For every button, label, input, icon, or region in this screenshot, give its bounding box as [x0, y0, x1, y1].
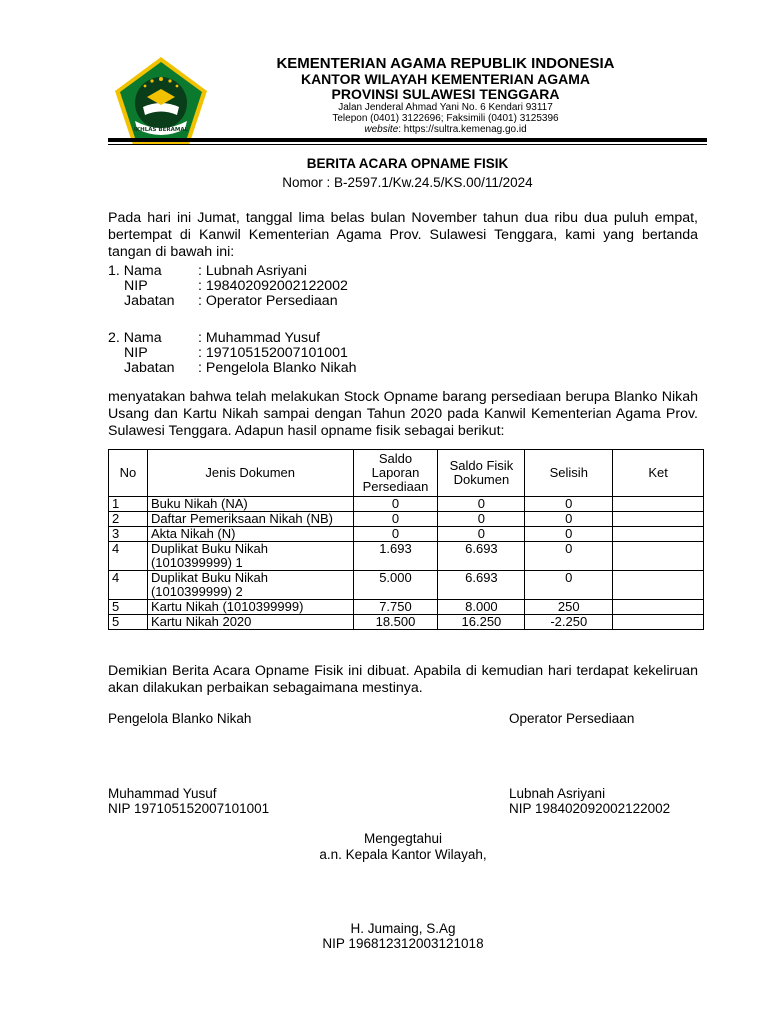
cell-no: 5 [109, 600, 148, 615]
table-row [109, 615, 704, 630]
person-1-jabatan-label: Jabatan [124, 293, 175, 309]
province-name: PROVINSI SULAWESI TENGGARA [331, 86, 560, 102]
kemenag-emblem-icon [113, 55, 209, 150]
cell-jenis: Daftar Pemeriksaan Nikah (NB) [147, 512, 353, 527]
kemenag-logo [113, 55, 209, 150]
cell-laporan: 5.000 [353, 571, 438, 600]
cell-fisik: 6.693 [438, 571, 525, 600]
header-ket: Ket [613, 450, 704, 497]
person-2-name-label: 2. Nama [108, 330, 162, 346]
header-jenis-dokumen: Jenis Dokumen [147, 450, 353, 497]
person-2-name: : Muhammad Yusuf [198, 330, 320, 346]
opening-paragraph: Pada hari ini Jumat, tanggal lima belas bulan November tahun dua ribu dua puluh empat, bertempat di Kanwil Kementerian Agama Prov. Sulawesi Tenggara, kami yang bertanda tangan di bawah ini: [108, 210, 698, 260]
cell-no: 1 [109, 497, 148, 512]
cell-jenis: Duplikat Buku Nikah (1010399999) 1 [147, 542, 353, 571]
cell-ket [613, 497, 704, 512]
acknowledge-role: a.n. Kepala Kantor Wilayah, [319, 847, 487, 862]
header-saldo-fisik: Saldo Fisik Dokumen [438, 450, 525, 497]
website-link[interactable]: : https://sultra.kemenag.go.id [398, 124, 527, 135]
cell-selisih: -2.250 [525, 615, 613, 630]
ministry-name: KEMENTERIAN AGAMA REPUBLIK INDONESIA [276, 55, 615, 72]
cell-selisih: 250 [525, 600, 613, 615]
website-label: website [364, 124, 399, 135]
cell-no: 2 [109, 512, 148, 527]
person-2-nip-label: NIP [124, 345, 148, 361]
table-row [109, 527, 704, 542]
cell-fisik: 6.693 [438, 542, 525, 571]
table-row [109, 542, 704, 571]
right-signer-role: Operator Persediaan [509, 711, 635, 726]
cell-ket [613, 600, 704, 615]
table-row [109, 571, 704, 600]
cell-fisik: 16.250 [438, 615, 525, 630]
logo-motto: IKHLAS BERAMAL [133, 127, 189, 133]
table-header-row [109, 450, 704, 497]
cell-jenis: Kartu Nikah 2020 [147, 615, 353, 630]
letterhead-rule-thick [108, 138, 707, 142]
acknowledge-label: Mengegtahui [363, 831, 443, 846]
person-1-name: : Lubnah Asriyani [198, 263, 307, 279]
cell-laporan: 0 [353, 497, 438, 512]
right-signer-name: Lubnah Asriyani [509, 786, 606, 801]
left-signer-nip: NIP 197105152007101001 [108, 801, 270, 816]
cell-laporan: 0 [353, 527, 438, 542]
cell-selisih: 0 [525, 497, 613, 512]
cell-laporan: 0 [353, 512, 438, 527]
person-1-name-label: 1. Nama [108, 263, 162, 279]
statement-paragraph: menyatakan bahwa telah melakukan Stock Opname barang persediaan berupa Blanko Nikah Usang dan Kartu Nikah sampai dengan Tahun 2020 pada Kanwil Kementerian Agama Prov. Sulawesi Tenggara. Adapun hasil opname fisik sebagai berikut: [108, 389, 698, 439]
cell-ket [613, 527, 704, 542]
person-2-jabatan: : Pengelola Blanko Nikah [198, 360, 357, 376]
cell-fisik: 8.000 [438, 600, 525, 615]
cell-jenis: Buku Nikah (NA) [147, 497, 353, 512]
cell-no: 3 [109, 527, 148, 542]
left-signer-name: Muhammad Yusuf [108, 786, 217, 801]
left-signer-role: Pengelola Blanko Nikah [108, 711, 252, 726]
cell-ket [613, 571, 704, 600]
cell-ket [613, 615, 704, 630]
opname-table [108, 449, 704, 630]
header-selisih: Selisih [525, 450, 613, 497]
cell-laporan: 1.693 [353, 542, 438, 571]
document-title: BERITA ACARA OPNAME FISIK [306, 156, 509, 171]
acknowledge-name: H. Jumaing, S.Ag [350, 921, 456, 936]
acknowledge-nip: NIP 196812312003121018 [322, 936, 484, 951]
person-2-jabatan-label: Jabatan [124, 360, 175, 376]
cell-fisik: 0 [438, 497, 525, 512]
cell-laporan: 18.500 [353, 615, 438, 630]
cell-fisik: 0 [438, 527, 525, 542]
document-number: Nomor : B-2597.1/Kw.24.5/KS.00/11/2024 [282, 175, 533, 190]
cell-ket [613, 512, 704, 527]
cell-laporan: 7.750 [353, 600, 438, 615]
cell-selisih: 0 [525, 512, 613, 527]
cell-no: 4 [109, 571, 148, 600]
right-signer-nip: NIP 198402092002122002 [509, 801, 671, 816]
person-2-nip: : 197105152007101001 [198, 345, 348, 361]
office-phone: Telepon (0401) 3122696; Faksimili (0401) 3125396 [332, 113, 559, 124]
cell-jenis: Duplikat Buku Nikah (1010399999) 2 [147, 571, 353, 600]
person-1-nip-label: NIP [124, 278, 148, 294]
closing-paragraph: Demikian Berita Acara Opname Fisik ini dibuat. Apabila di kemudian hari terdapat kekeliruan akan dilakukan perbaikan sebagaimana mestinya. [108, 663, 698, 696]
cell-no: 4 [109, 542, 148, 571]
office-name: KANTOR WILAYAH KEMENTERIAN AGAMA [300, 71, 591, 87]
cell-selisih: 0 [525, 542, 613, 571]
header-no: No [109, 450, 148, 497]
table-row [109, 497, 704, 512]
cell-jenis: Akta Nikah (N) [147, 527, 353, 542]
cell-ket [613, 542, 704, 571]
cell-selisih: 0 [525, 527, 613, 542]
person-1-jabatan: : Operator Persediaan [198, 293, 338, 309]
cell-jenis: Kartu Nikah (1010399999) [147, 600, 353, 615]
letterhead-rule-thin [108, 144, 707, 145]
table-row [109, 512, 704, 527]
office-website [218, 124, 673, 135]
office-address: Jalan Jenderal Ahmad Yani No. 6 Kendari 93117 [338, 102, 553, 113]
header-saldo-laporan: Saldo Laporan Persediaan [353, 450, 438, 497]
cell-selisih: 0 [525, 571, 613, 600]
person-1-nip: : 198402092002122002 [198, 278, 348, 294]
cell-fisik: 0 [438, 512, 525, 527]
table-row [109, 600, 704, 615]
cell-no: 5 [109, 615, 148, 630]
